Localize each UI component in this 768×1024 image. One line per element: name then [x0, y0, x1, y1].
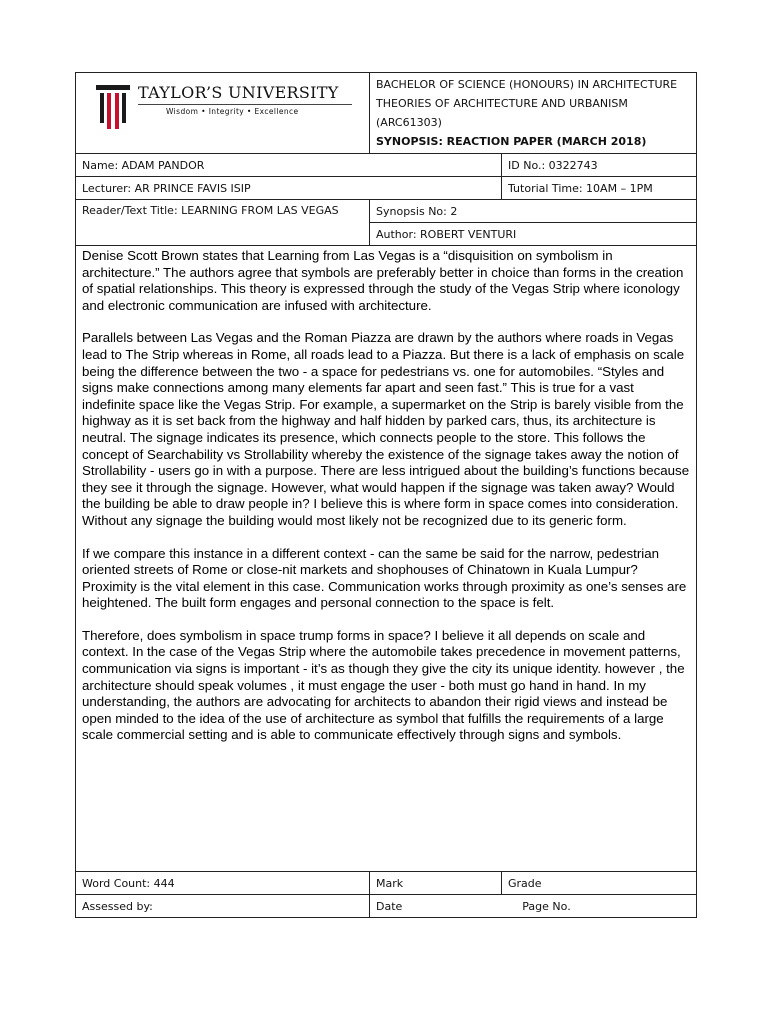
- reader-title: Reader/Text Title: LEARNING FROM LAS VEGAS: [76, 200, 370, 246]
- body-paragraph: Parallels between Las Vegas and the Roman Piazza are drawn by the authors where roads in Vegas lead to The Strip whereas in Rome, all roads lead to a Piazza. But there is a lack of emphasis on scale being the difference between the two - a space for pedestrians vs. one for automobiles. “Styles and signs make connections among many elements far apart and seen fast.” This is true for a vast indefinite space like the Vegas Strip. For example, a supermarket on the Strip is barely visible from the highway as it is set back from the highway and half hidden by parked cars, thus, its architecture is neutral. The signage indicates its presence, which connects people to the store. This follows the concept of Searchability vs Strollability whereby the existence of the signage takes away the notion of Strollability - users go in with a purpose. There are less intrigued about the building’s functions because they see it through the signage. However, what would happen if the signage was taken away? Would the building be able to draw people in? I believe this is where form in space comes into consideration. Without any signage the building would most likely not be recognized due to its generic form.: [82, 330, 690, 528]
- body-paragraph: Therefore, does symbolism in space trump forms in space? I believe it all depends on scale and context. In the case of the Vegas Strip where the automobile takes precedence in movement patterns, communication via signs is important - it’s as though they give the city its unique identity. however , the architecture should speak volumes , it must engage the user - both must go hand in hand. In my understanding, the authors are advocating for architects to abandon their rigid views and instead be open minded to the idea of the use of architecture as symbol that fulfills the requirements of a large scale commercial setting and is able to communicate effectively through signs and symbols.: [82, 627, 685, 743]
- reaction-body: [76, 246, 697, 872]
- date-page-cell: [370, 895, 697, 918]
- course-info-cell: [370, 73, 697, 154]
- synopsis-number: Synopsis No: 2: [370, 200, 697, 223]
- university-crest-icon: [96, 85, 130, 131]
- student-id: ID No.: 0322743: [502, 154, 697, 177]
- tutorial-time: Tutorial Time: 10AM – 1PM: [502, 177, 697, 200]
- body-paragraph: Denise Scott Brown states that Learning from Las Vegas is a “disquisition on symbolism in architecture.” The authors agree that symbols are preferably better in choice than forms in the creation of spatial relationships. This theory is expressed through the study of the Vegas Strip where iconology and electronic communication are infused with architecture.: [82, 248, 684, 313]
- body-paragraph: If we compare this instance in a different context - can the same be said for the narrow, pedestrian oriented streets of Rome or close-nit markets and shophouses of Chinatown in Kuala Lumpur? Proximity is the vital element in this case. Communication works through proximity as one’s senses are heightened. The built form engages and personal connection to the space is felt.: [82, 545, 687, 611]
- student-name: Name: ADAM PANDOR: [76, 154, 502, 177]
- university-tagline: Wisdom • Integrity • Excellence: [166, 107, 299, 116]
- text-author: Author: ROBERT VENTURI: [370, 223, 697, 246]
- cover-form-table: [75, 72, 697, 918]
- synopsis-month: MARCH 2018: [561, 135, 642, 148]
- synopsis-suffix: ): [641, 135, 647, 148]
- grade-label: Grade: [502, 872, 697, 895]
- word-count: Word Count: 444: [76, 872, 370, 895]
- university-logo-cell: [76, 73, 370, 154]
- lecturer-name: Lecturer: AR PRINCE FAVIS ISIP: [76, 177, 502, 200]
- university-name: TAYLOR’S UNIVERSITY: [138, 83, 339, 102]
- synopsis-title: [376, 132, 690, 151]
- logo-divider: [138, 104, 352, 105]
- reaction-paper-sheet: [75, 72, 696, 918]
- page-number-label: Page No.: [522, 899, 571, 913]
- synopsis-prefix: SYNOPSIS: REACTION PAPER (: [376, 135, 562, 148]
- mark-label: Mark: [370, 872, 502, 895]
- date-label: Date: [376, 899, 403, 913]
- program-title: BACHELOR OF SCIENCE (HONOURS) IN ARCHITECTURE: [376, 78, 678, 91]
- assessed-by-label: Assessed by:: [76, 895, 370, 918]
- course-title: THEORIES OF ARCHITECTURE AND URBANISM (ARC61303): [376, 97, 628, 129]
